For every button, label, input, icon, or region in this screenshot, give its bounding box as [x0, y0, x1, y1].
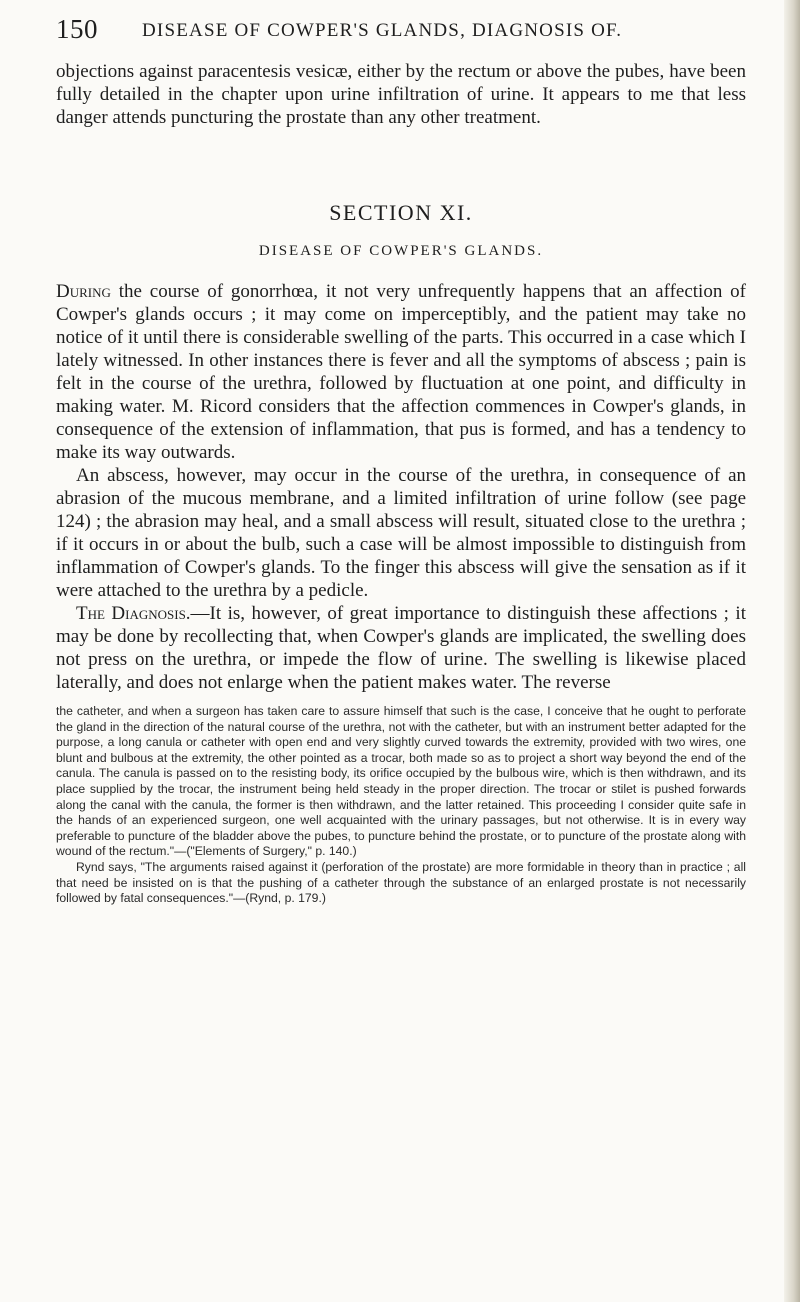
paragraph-text: the course of gonorrhœa, it not very unfrequently happens that an affection of Cowper's glands occurs ; it may come on imperceptibly, and the patient may take no notice of it until there is considerable swelling of the parts. This occurred in a case which I lately witnessed. In other instances there is fever and all the symptoms of abscess ; pain is felt in the course of the urethra, followed by fluctuation at one point, and difficulty in making water. M. Ricord considers that the affection commences in Cowper's glands, in consequence of the extension of inflammation, that pus is formed, and has a tendency to make its way outwards.: [56, 281, 746, 463]
section-heading: SECTION XI.: [329, 200, 473, 225]
paragraph-abscess: An abscess, however, may occur in the course of the urethra, in consequence of an abrasion of the mucous membrane, and a limited infiltration of urine follow (see page 124) ; the abrasion may heal, and a small abscess will result, situated close to the urethra ; if it occurs in or about the bulb, such a case will be almost impossible to distinguish from inflammation of Cowper's glands. To the finger this abscess will give the sensation as if it were attached to the urethra by a pedicle.: [56, 465, 746, 601]
paragraph-onset: [56, 280, 746, 464]
footnote-continuation: the catheter, and when a surgeon has taken care to assure himself that such is the case, I conceive that he ought to perforate the gland in the direction of the natural course of the urethra, not with the catheter, but with an instrument better adapted for the purpose, a long canula or catheter with open end and very slightly curved towards the extremity, provided with two wires, one blunt and bulbous at the extremity, the other pointed as a trocar, both made so as to project a short way beyond the end of the canula. The canula is passed on to the resisting body, its orifice occupied by the bulbous wire, which is then withdrawn, and its place supplied by the trocar, the instrument being held steady in the proper direction. The trocar or stilet is pushed forwards along the canal with the canula, the former is then withdrawn, and the latter retained. This proceeding I consider quite safe in the hands of an experienced surgeon, one well acquainted with the urinary passages, but not otherwise. It is in every way preferable to puncture of the bladder above the pubes, to puncture behind the prostate, or to puncture of the prostate along with wound of the rectum."—("Elements of Surgery," p. 140.): [56, 704, 746, 859]
footnote-rynd: Rynd says, "The arguments raised against it (perforation of the prostate) are more formidable in theory than in practice ; all that need be insisted on is that the pushing of a catheter through the substance of an enlarged prostate is not necessarily followed by fatal consequences."—(Rynd, p. 179.): [56, 859, 746, 906]
intro-paragraph: objections against paracentesis vesicæ, either by the rectum or above the pubes, have been fully detailed in the chapter upon urine infiltration of urine. It appears to me that less danger attends puncturing the prostate than any other treatment.: [56, 61, 746, 128]
running-title: DISEASE OF COWPER'S GLANDS, DIAGNOSIS OF.: [142, 20, 623, 41]
page-header: [56, 14, 746, 48]
page-body: [56, 60, 746, 907]
section-subheading: DISEASE OF COWPER'S GLANDS.: [258, 243, 544, 259]
paragraph-diagnosis: [56, 602, 746, 694]
diagnosis-text: —It is, however, of great importance to distinguish these affections ; it may be done by recollecting that, when Cowper's glands are implicated, the swelling does not press on the urethra, or impede the flow of urine. The swelling is likewise placed laterally, and does not enlarge when the patient makes water. The reverse: [56, 603, 746, 693]
diagnosis-heading: The Diagnosis.: [76, 603, 191, 624]
paragraph-lead-word: During: [56, 281, 111, 302]
page-edge-shadow: [784, 0, 800, 1302]
page-number: 150: [56, 14, 98, 44]
